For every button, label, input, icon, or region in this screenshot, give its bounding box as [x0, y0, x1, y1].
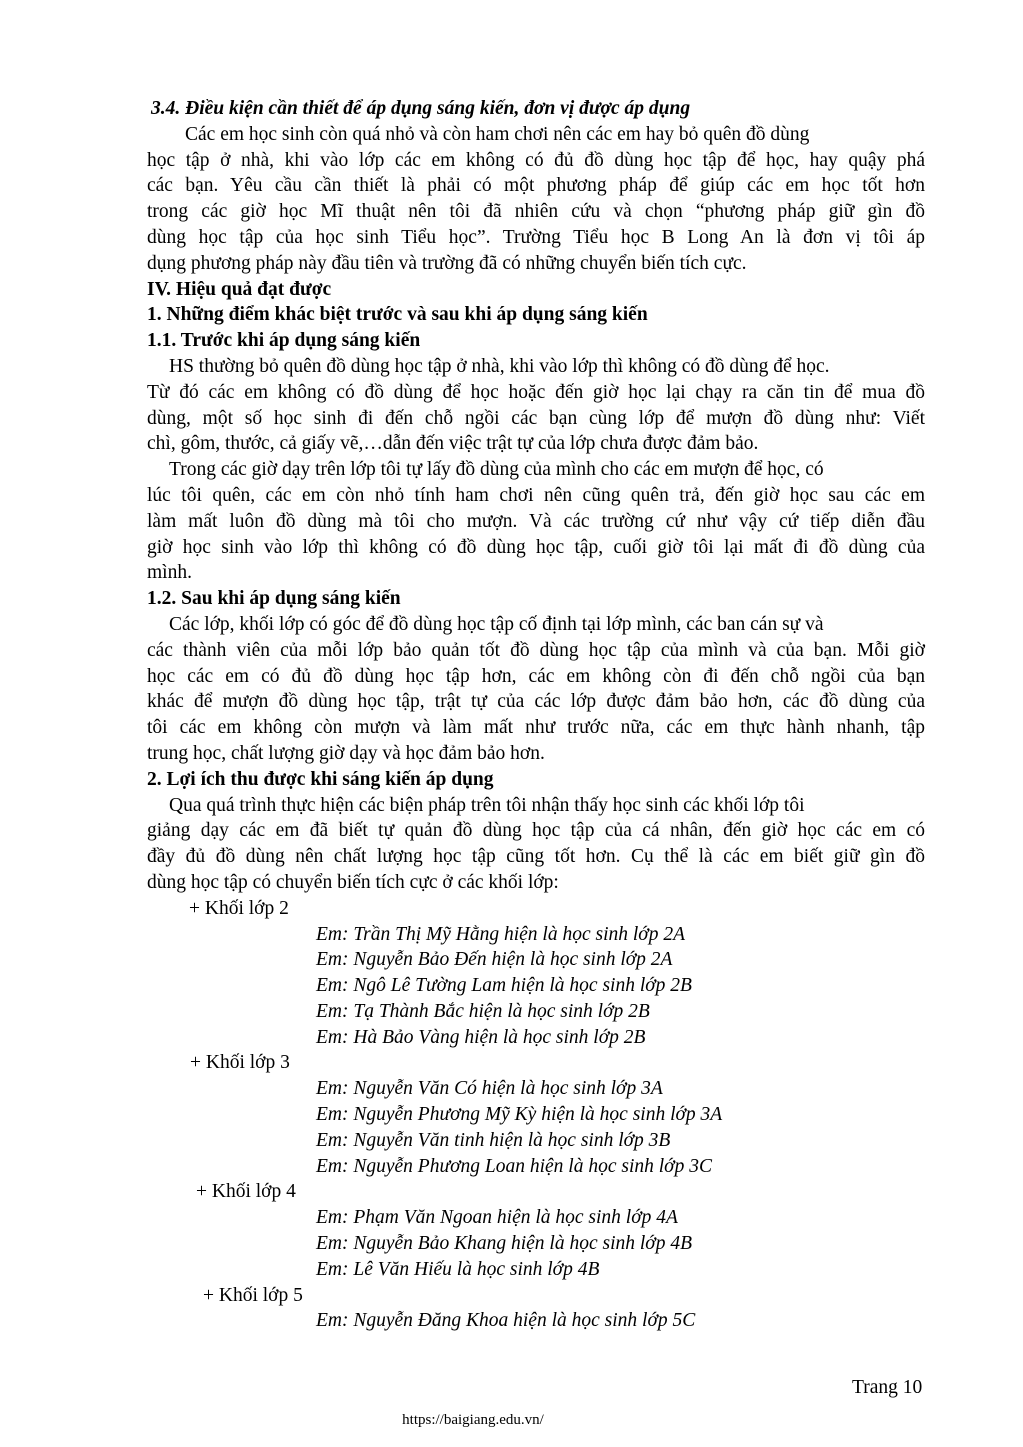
paragraph-line: các bạn. Yêu cầu cần thiết là phải có một phương pháp để giúp các em học tốt hơn	[147, 175, 925, 197]
subsection-heading-1-1: 1.1. Trước khi áp dụng sáng kiến	[147, 330, 421, 352]
student-entry: Em: Nguyễn Phương Mỹ Kỳ hiện là học sinh lớp 3A	[316, 1104, 723, 1126]
document-page	[147, 96, 925, 1334]
student-entry: Em: Ngô Lê Tường Lam hiện là học sinh lớp 2B	[316, 975, 692, 997]
student-entry: Em: Nguyễn Bảo Khang hiện là học sinh lớp 4B	[316, 1233, 692, 1255]
section-heading-3-4: 3.4. Điều kiện cần thiết để áp dụng sáng kiến, đơn vị được áp dụng	[151, 98, 691, 119]
paragraph-line: dụng phương pháp này đầu tiên và trường đã có những chuyển biến tích cực.	[147, 252, 747, 274]
paragraph-line: lúc tôi quên, các em còn nhỏ tính ham chơi nên cũng quên trả, đến giờ học sau các em	[147, 484, 925, 506]
paragraph-line: dùng học tập của học sinh Tiểu học”. Trường Tiểu học B Long An là đơn vị tôi áp	[147, 226, 925, 248]
paragraph-line: dùng, một số học sinh đi đến chỗ ngồi các bạn cùng lớp để mượn đồ dùng như: Viết	[147, 407, 925, 429]
paragraph-line: dùng học tập có chuyển biến tích cực ở các khối lớp:	[147, 871, 559, 893]
paragraph-line: Trong các giờ dạy trên lớp tôi tự lấy đồ dùng của mình cho các em mượn để học, có	[169, 459, 824, 481]
section-heading-iv: IV. Hiệu quả đạt được	[147, 278, 332, 300]
paragraph-line: Các lớp, khối lớp có góc để đồ dùng học tập cố định tại lớp mình, các ban cán sự và	[169, 613, 824, 635]
student-entry: Em: Trần Thị Mỹ Hằng hiện là học sinh lớp 2A	[316, 923, 685, 945]
paragraph-line: trong các giờ học Mĩ thuật nên tôi đã nhiên cứu và chọn “phương pháp giữ gìn đồ	[147, 201, 925, 223]
footer-url[interactable]: https://baigiang.edu.vn/	[402, 1412, 544, 1428]
paragraph-line: giảng dạy các em đã biết tự quản đồ dùng học tập của cá nhân, đến giờ học các em có	[147, 820, 925, 842]
paragraph-line: trung học, chất lượng giờ dạy và học đảm bảo hơn.	[147, 742, 545, 764]
student-entry: Em: Nguyễn Văn tinh hiện là học sinh lớp 3B	[316, 1129, 671, 1151]
student-entry: Em: Nguyễn Bảo Đến hiện là học sinh lớp 2A	[316, 949, 673, 971]
subsection-heading-2: 2. Lợi ích thu được khi sáng kiến áp dụng	[147, 768, 494, 790]
group-label-grade-4: + Khối lớp 4	[196, 1181, 296, 1203]
student-entry: Em: Nguyễn Phương Loan hiện là học sinh lớp 3C	[316, 1155, 712, 1177]
paragraph-line: Các em học sinh còn quá nhỏ và còn ham chơi nên các em hay bỏ quên đồ dùng	[185, 123, 810, 145]
paragraph-line: đầy đủ đồ dùng nên chất lượng học tập cũng tốt hơn. Cụ thể là các em biết giữ gìn đồ	[147, 846, 925, 868]
subsection-heading-1-2: 1.2. Sau khi áp dụng sáng kiến	[147, 588, 401, 610]
paragraph-line: học tập ở nhà, khi vào lớp các em không có đủ đồ dùng học tập để học, hay quậy phá	[147, 149, 925, 171]
paragraph-line: khác để mượn đồ dùng học tập, trật tự của các lớp được đảm bảo hơn, các đồ dùng của	[147, 691, 925, 713]
paragraph-line: học các em có đủ đồ dùng học tập hơn, các em không còn đi đến chỗ ngồi của bạn	[147, 665, 925, 687]
subsection-heading-1: 1. Những điểm khác biệt trước và sau khi áp dụng sáng kiến	[147, 304, 648, 326]
student-entry: Em: Tạ Thành Bắc hiện là học sinh lớp 2B	[316, 1000, 650, 1022]
student-entry: Em: Phạm Văn Ngoan hiện là học sinh lớp 4A	[316, 1207, 678, 1229]
group-label-grade-3: + Khối lớp 3	[190, 1052, 290, 1074]
group-label-grade-2: + Khối lớp 2	[189, 897, 289, 919]
paragraph-line: chì, gôm, thước, cả giấy vẽ,…dẫn đến việc trật tự của lớp chưa được đảm bảo.	[147, 433, 759, 455]
student-entry: Em: Nguyễn Đăng Khoa hiện là học sinh lớp 5C	[316, 1310, 696, 1332]
student-entry: Em: Hà Bảo Vàng hiện là học sinh lớp 2B	[316, 1026, 646, 1048]
paragraph-line: các thành viên của mỗi lớp bảo quản tốt đồ dùng học tập của mình và của bạn. Mỗi giờ	[147, 639, 925, 661]
student-entry: Em: Nguyễn Văn Có hiện là học sinh lớp 3A	[316, 1078, 663, 1100]
paragraph-line: Từ đó các em không có đồ dùng để học hoặc đến giờ học lại chạy ra căn tin để mua đồ	[147, 381, 925, 403]
group-label-grade-5: + Khối lớp 5	[203, 1284, 303, 1306]
paragraph-line: Qua quá trình thực hiện các biện pháp trên tôi nhận thấy học sinh các khối lớp tôi	[169, 794, 805, 816]
page-number: Trang 10	[852, 1377, 923, 1398]
paragraph-line: làm mất luôn đồ dùng mà tôi cho mượn. Và các trường cứ như vậy cứ tiếp diễn đầu	[147, 510, 925, 532]
paragraph-line: HS thường bỏ quên đồ dùng học tập ở nhà, khi vào lớp thì không có đồ dùng để học.	[169, 355, 830, 377]
student-entry: Em: Lê Văn Hiếu là học sinh lớp 4B	[316, 1258, 600, 1280]
paragraph-line: giờ học sinh vào lớp thì không có đồ dùng học tập, cuối giờ tôi lại mất đi đồ dùng của	[147, 536, 925, 558]
paragraph-line: tôi các em không còn mượn và làm mất như trước nữa, các em thực hành nhanh, tập	[147, 717, 925, 739]
paragraph-line: mình.	[147, 562, 192, 584]
